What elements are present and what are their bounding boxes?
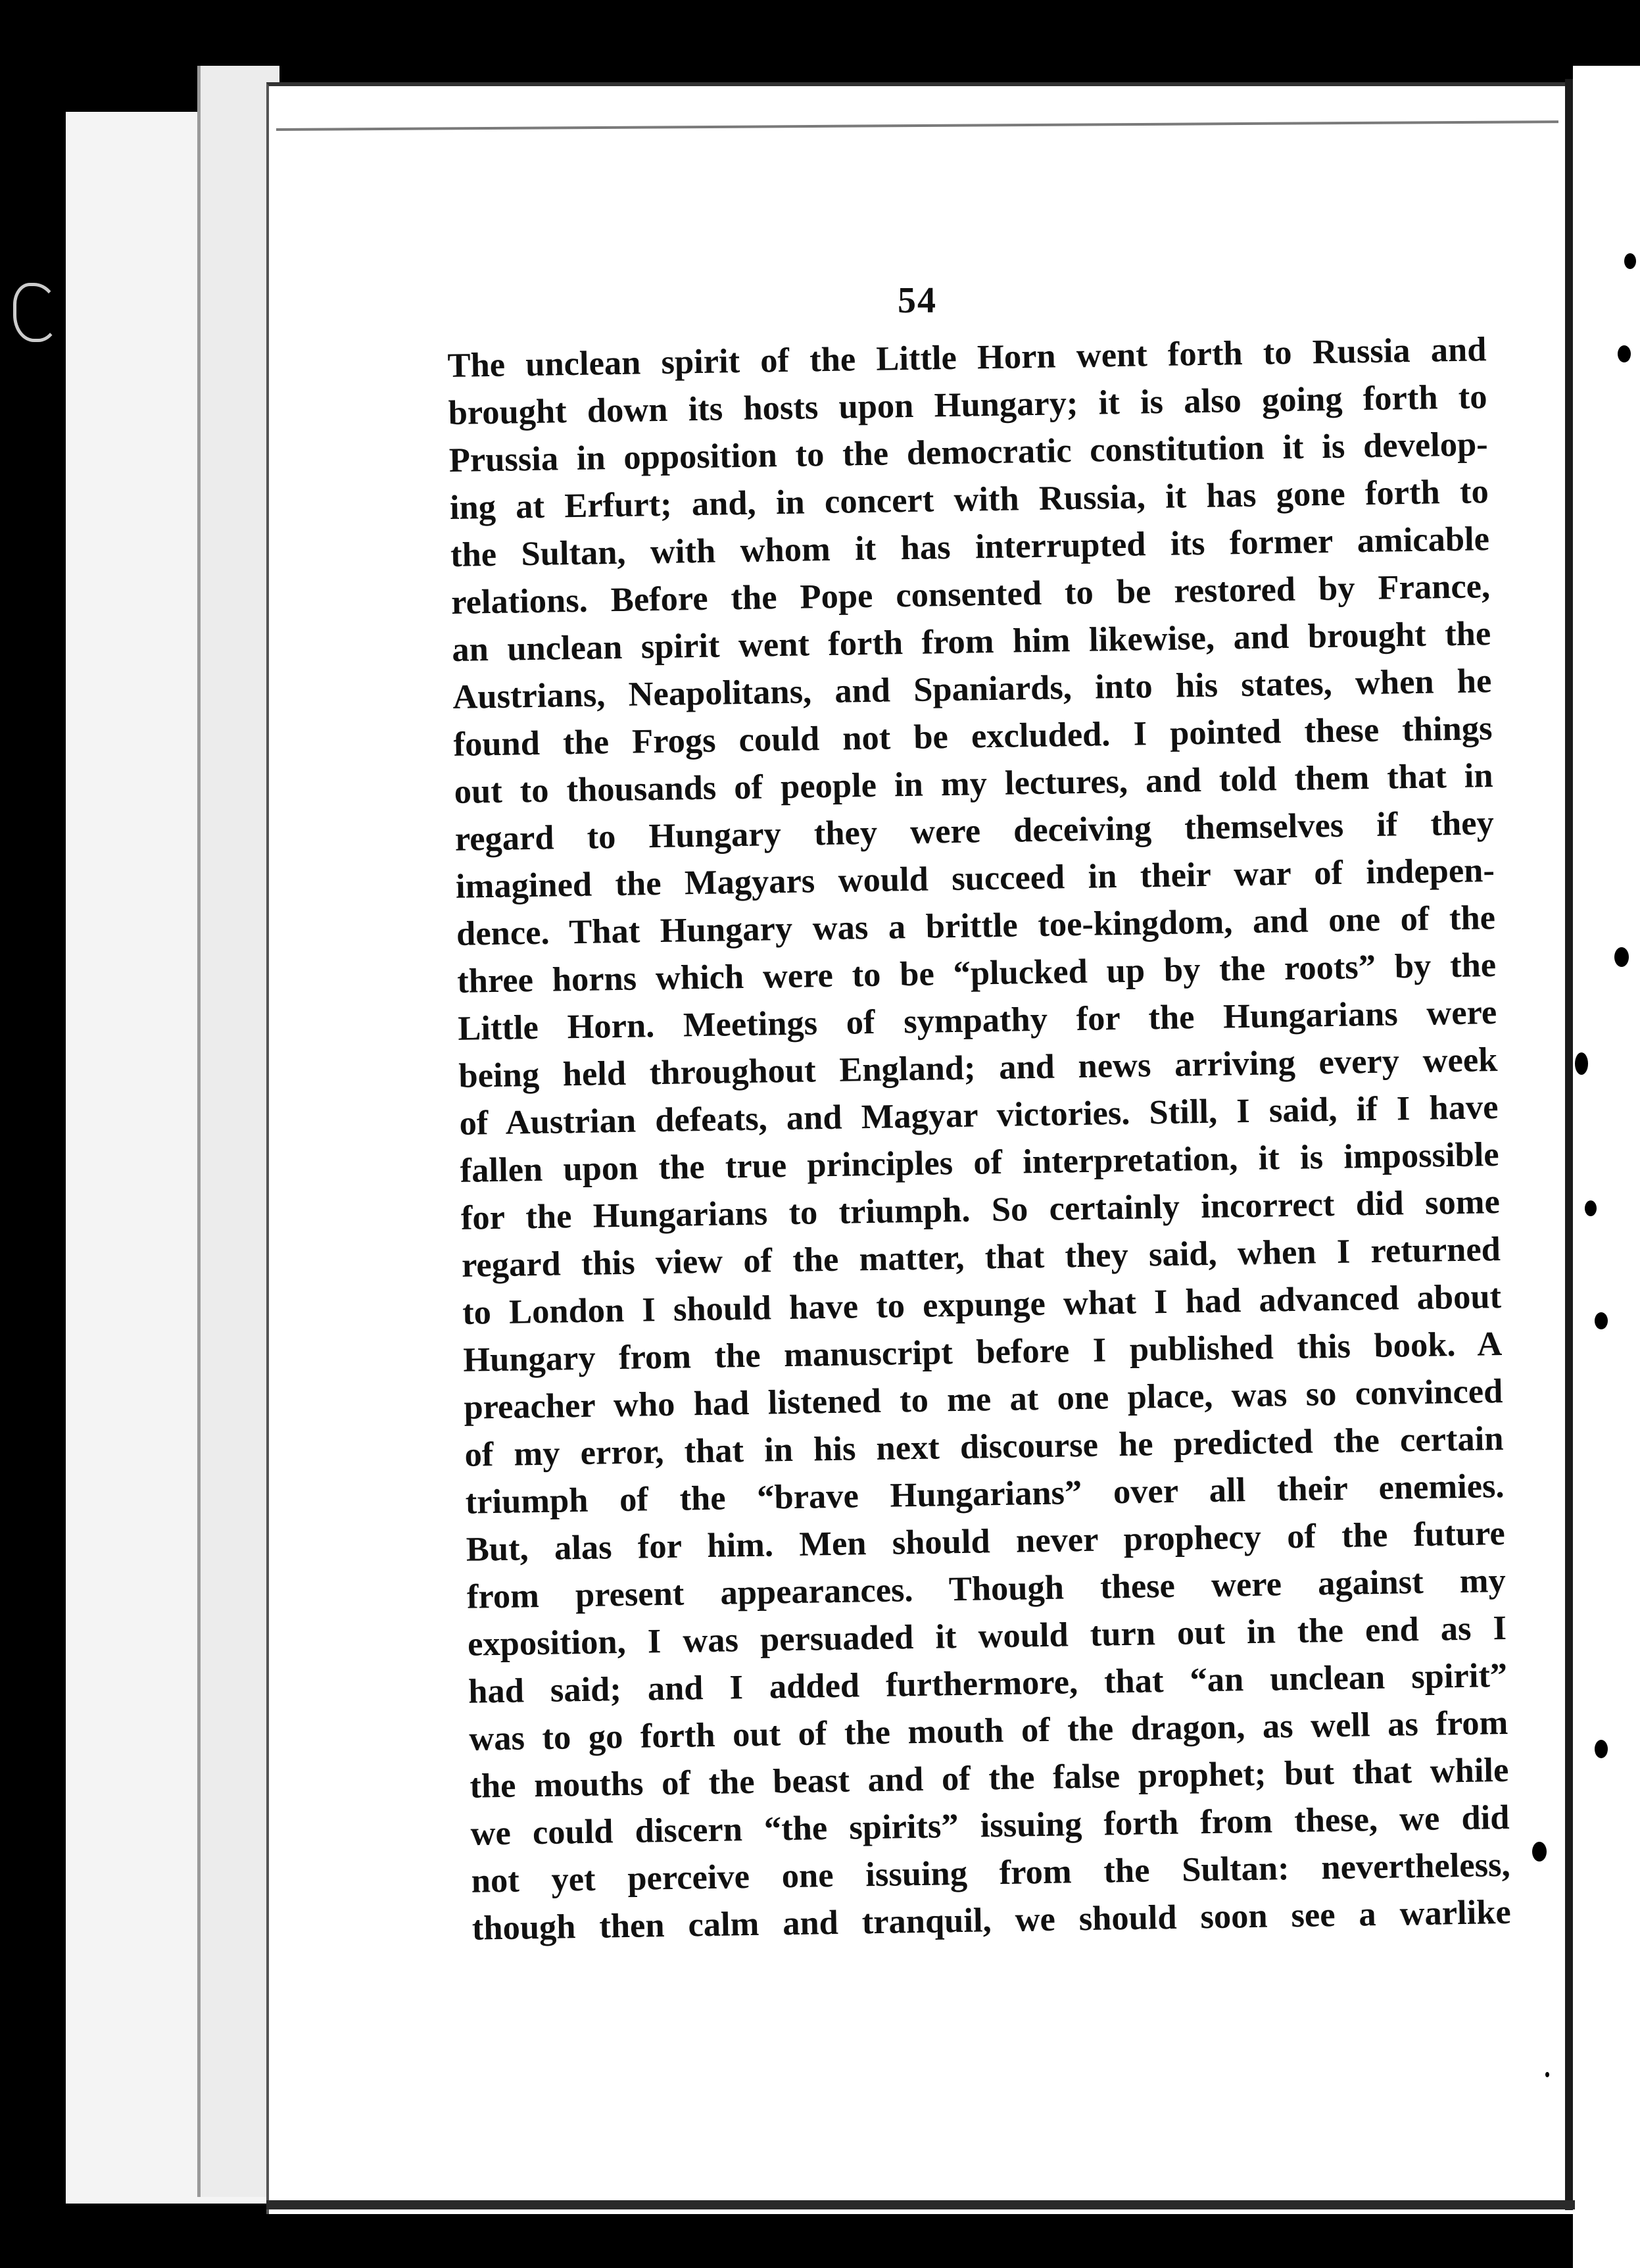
scan-speck xyxy=(1532,1842,1547,1861)
text-line: we could discern “the spirits” issuing forth from these, we did xyxy=(470,1798,1510,1853)
text-line: of Austrian defeats, and Magyar victories. Still, I said, if I have xyxy=(459,1088,1499,1143)
text-line: ing at Erfurt; and, in concert with Russia, it has gone forth to xyxy=(449,472,1489,527)
text-line: regard to Hungary they were deceiving themselves if they xyxy=(454,804,1495,858)
text-line: to London I should have to expunge what I had advanced about xyxy=(462,1277,1502,1332)
text-line: Hungary from the manuscript before I published this book. A xyxy=(462,1324,1503,1379)
body-text xyxy=(447,326,1511,1952)
text-line: from present appearances. Though these were against my xyxy=(466,1561,1507,1616)
text-line: not yet perceive one issuing from the Sultan: nevertheless, xyxy=(471,1845,1511,1900)
text-line: brought down its hosts upon Hungary; it is also going forth to xyxy=(448,378,1487,432)
page-bottom-edge xyxy=(266,2200,1575,2209)
text-line: had said; and I added furthermore, that “an unclean spirit” xyxy=(468,1656,1508,1711)
scan-speck xyxy=(1595,1312,1608,1329)
text-line: out to thousands of people in my lectures, and told them that in xyxy=(454,756,1494,811)
text-line: Austrians, Neapolitans, and Spaniards, into his states, when he xyxy=(452,662,1492,716)
text-line: for the Hungarians to triumph. So certainly incorrect did some xyxy=(460,1183,1501,1237)
text-line: the mouths of the beast and of the false prophet; but that while xyxy=(470,1750,1509,1806)
text-line: exposition, I was persuaded it would turn out in the end as I xyxy=(467,1608,1507,1664)
scan-speck xyxy=(1624,253,1636,269)
scan-speck xyxy=(1575,1052,1588,1075)
text-line: found the Frogs could not be excluded. I pointed these things xyxy=(453,709,1493,764)
page-right-edge xyxy=(1565,79,1573,2210)
text-line: the Sultan, with whom it has interrupted its former amicable xyxy=(450,520,1490,574)
scan-speck xyxy=(1618,345,1631,362)
text-line: fallen upon the true principles of interpretation, it is impossible xyxy=(460,1135,1500,1190)
text-line: dence. That Hungary was a brittle toe-kingdom, and one of the xyxy=(456,899,1496,953)
text-line: triumph of the “brave Hungarians” over all their enemies. xyxy=(465,1466,1505,1521)
scan-speck xyxy=(1614,947,1629,967)
text-line: The unclean spirit of the Little Horn went forth to Russia and xyxy=(447,330,1487,385)
scan-speck xyxy=(1595,1740,1608,1758)
text-line: an unclean spirit went forth from him likewise, and brought the xyxy=(451,614,1491,669)
text-line: relations. Before the Pope consented to be restored by France, xyxy=(450,567,1491,622)
text-line: though then calm and tranquil, we should soon see a warlike xyxy=(471,1892,1512,1948)
text-line: regard this view of the matter, that they said, when I returned xyxy=(461,1230,1501,1285)
text-line: But, alas for him. Men should never prophecy of the future xyxy=(466,1514,1506,1569)
margin-mark xyxy=(13,283,59,342)
scan-speck xyxy=(1585,1200,1597,1216)
text-line: was to go forth out of the mouth of the dragon, as well as from xyxy=(468,1703,1508,1758)
text-line: three horns which were to be “plucked up by the roots” by the xyxy=(456,946,1497,1000)
text-line: imagined the Magyars would succeed in their war of indepen- xyxy=(455,851,1495,906)
text-line: being held throughout England; and news arriving every week xyxy=(458,1041,1498,1095)
text-line: of my error, that in his next discourse he predicted the certain xyxy=(464,1419,1504,1474)
right-margin-strip xyxy=(1573,66,1640,2268)
page-number: 54 xyxy=(898,280,937,321)
text-line: Little Horn. Meetings of sympathy for the Hungarians were xyxy=(457,993,1497,1048)
scan-speck xyxy=(1545,2072,1549,2077)
text-line: Prussia in opposition to the democratic constitution it is develop- xyxy=(448,425,1489,480)
text-line: preacher who had listened to me at one place, was so convinced xyxy=(463,1371,1503,1427)
